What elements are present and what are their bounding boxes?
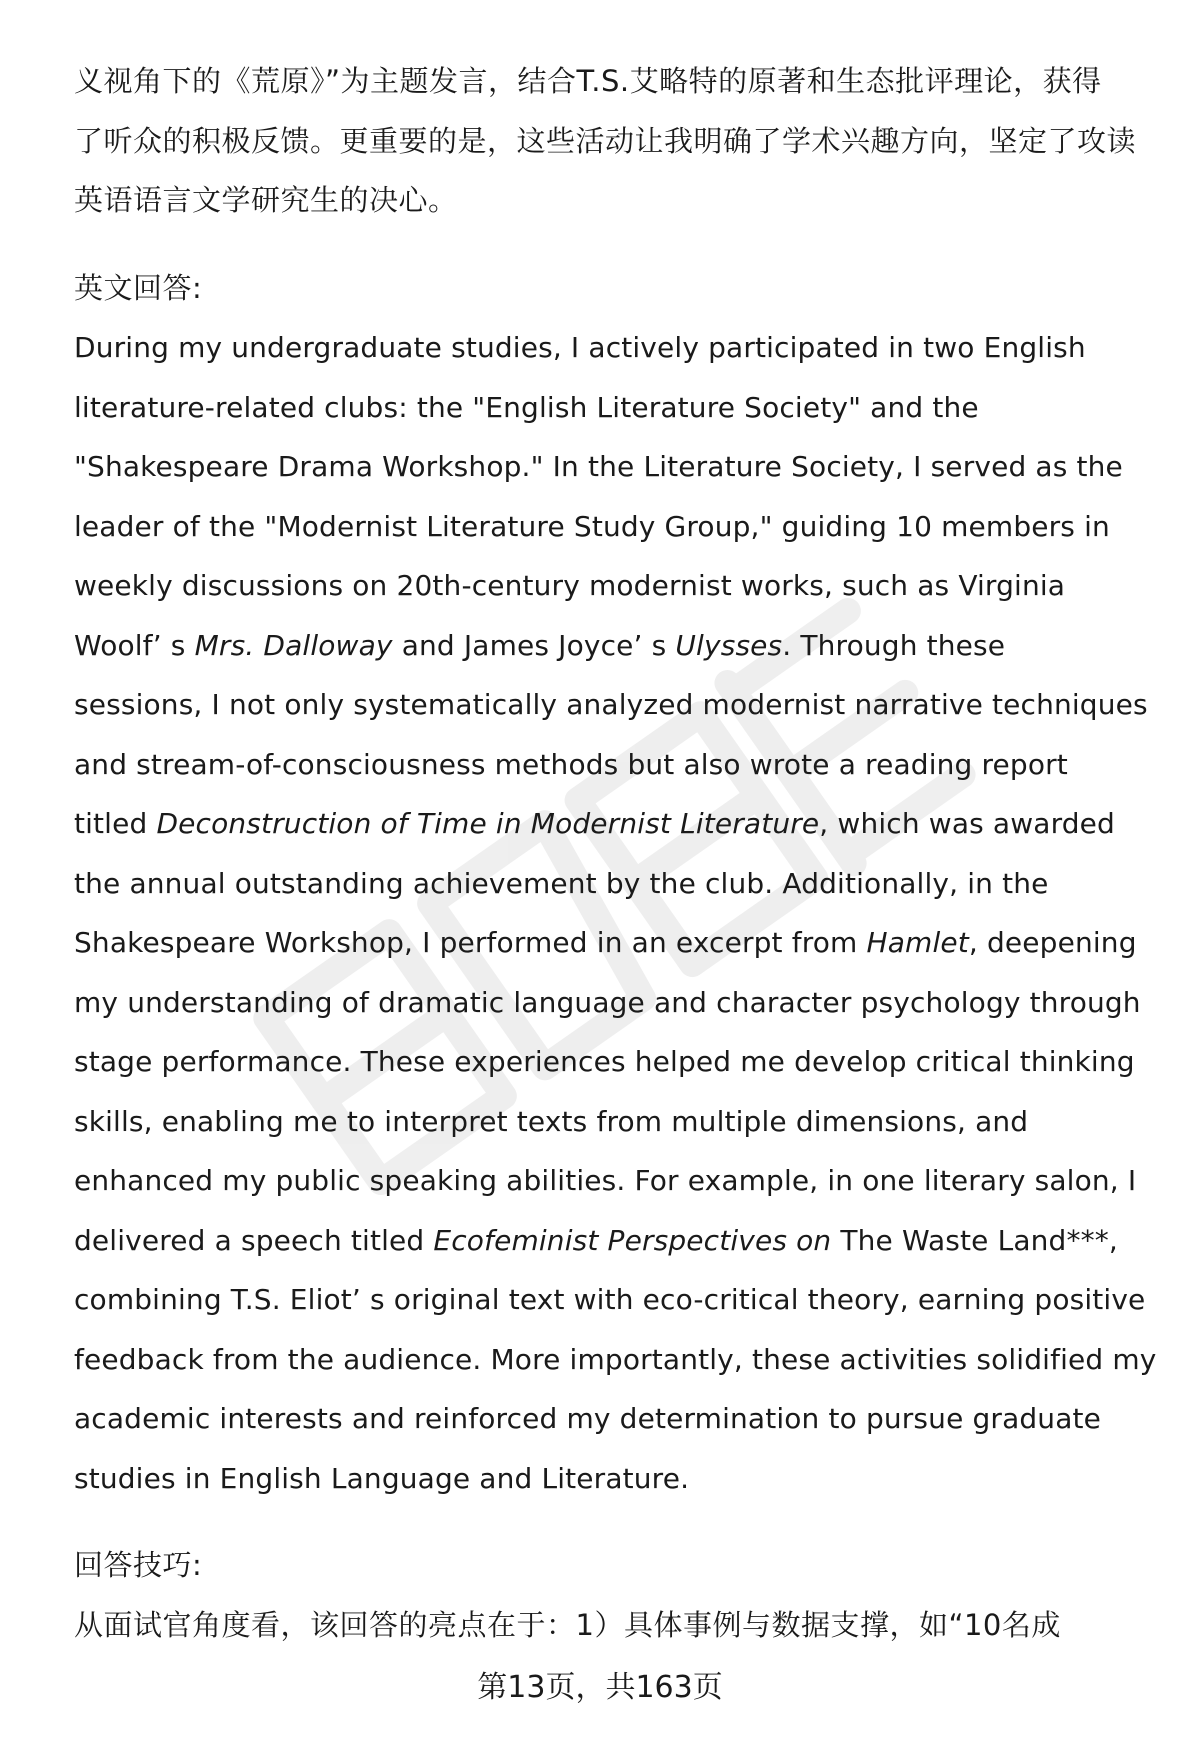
answer-line: enhanced my public speaking abilities. For example, in one literary salon, I xyxy=(74,1164,1137,1197)
paragraph-line: 英语语言文学研究生的决心。 xyxy=(74,183,458,217)
answer-line: feedback from the audience. More importantly, these activities solidified my xyxy=(74,1342,1157,1376)
answer-line: skills, enabling me to interpret texts from multiple dimensions, and xyxy=(74,1104,1029,1138)
text-run: titled xyxy=(74,807,157,840)
text-run: delivered a speech titled xyxy=(74,1223,434,1257)
italic-title: Ecofeminist Perspectives on xyxy=(433,1223,832,1257)
document-page xyxy=(74,52,1164,1655)
text-run: , which was awarded xyxy=(819,807,1115,840)
italic-title: Deconstruction of Time in Modernist Literature xyxy=(156,807,820,840)
section-heading-tips: 回答技巧: xyxy=(74,1548,203,1582)
answer-line: the annual outstanding achievement by the club. Additionally, in the xyxy=(74,866,1049,900)
answer-line: studies in English Language and Literature. xyxy=(74,1461,690,1495)
answer-line: my understanding of dramatic language and character psychology through xyxy=(74,985,1141,1019)
text-run: Shakespeare Workshop, I performed in an excerpt from xyxy=(74,926,867,959)
paragraph-line: 义视角下的《荒原》”为主题发言，结合T.S.艾略特的原著和生态批评理论，获得 xyxy=(74,64,1102,98)
answer-line xyxy=(74,1211,1164,1271)
text-run: The Waste Land***, xyxy=(831,1223,1118,1257)
answer-line xyxy=(74,794,1164,854)
text-run: . Through these xyxy=(782,628,1006,662)
page-number-footer: 第13页，共163页 xyxy=(477,1670,723,1705)
answer-line: leader of the "Modernist Literature Study Group," guiding 10 members in xyxy=(74,509,1110,543)
italic-title: Mrs. Dalloway xyxy=(194,628,393,662)
answer-line: stage performance. These experiences helped me develop critical thinking xyxy=(74,1045,1135,1078)
tips-line: 从面试官角度看，该回答的亮点在于：1）具体事例与数据支撑，如“10名成 xyxy=(74,1607,1061,1642)
answer-line: weekly discussions on 20th-century modernist works, such as Virginia xyxy=(74,569,1066,602)
italic-title: Ulysses xyxy=(675,628,783,662)
answer-line: During my undergraduate studies, I actively participated in two English xyxy=(74,331,1086,364)
answer-line xyxy=(74,616,1164,676)
answer-line: "Shakespeare Drama Workshop." In the Literature Society, I served as the xyxy=(74,450,1123,483)
answer-line: and stream-of-consciousness methods but also wrote a reading report xyxy=(74,747,1068,781)
answer-line: academic interests and reinforced my determination to pursue graduate xyxy=(74,1402,1102,1435)
answer-line: literature-related clubs: the "English Literature Society" and the xyxy=(74,390,979,424)
text-run: , deepening xyxy=(968,926,1137,959)
paragraph-line: 了听众的积极反馈。更重要的是，这些活动让我明确了学术兴趣方向，坚定了攻读 xyxy=(74,123,1137,158)
answer-line: combining T.S. Eliot’ s original text with eco-critical theory, earning positive xyxy=(74,1283,1146,1316)
answer-line xyxy=(74,913,1164,973)
section-heading-english-answer: 英文回答: xyxy=(74,270,203,305)
italic-title: Hamlet xyxy=(866,926,969,959)
text-run: and James Joyce’ s xyxy=(392,628,676,662)
answer-line: sessions, I not only systematically analyzed modernist narrative techniques xyxy=(74,688,1148,721)
text-run: Woolf’ s xyxy=(74,628,195,662)
